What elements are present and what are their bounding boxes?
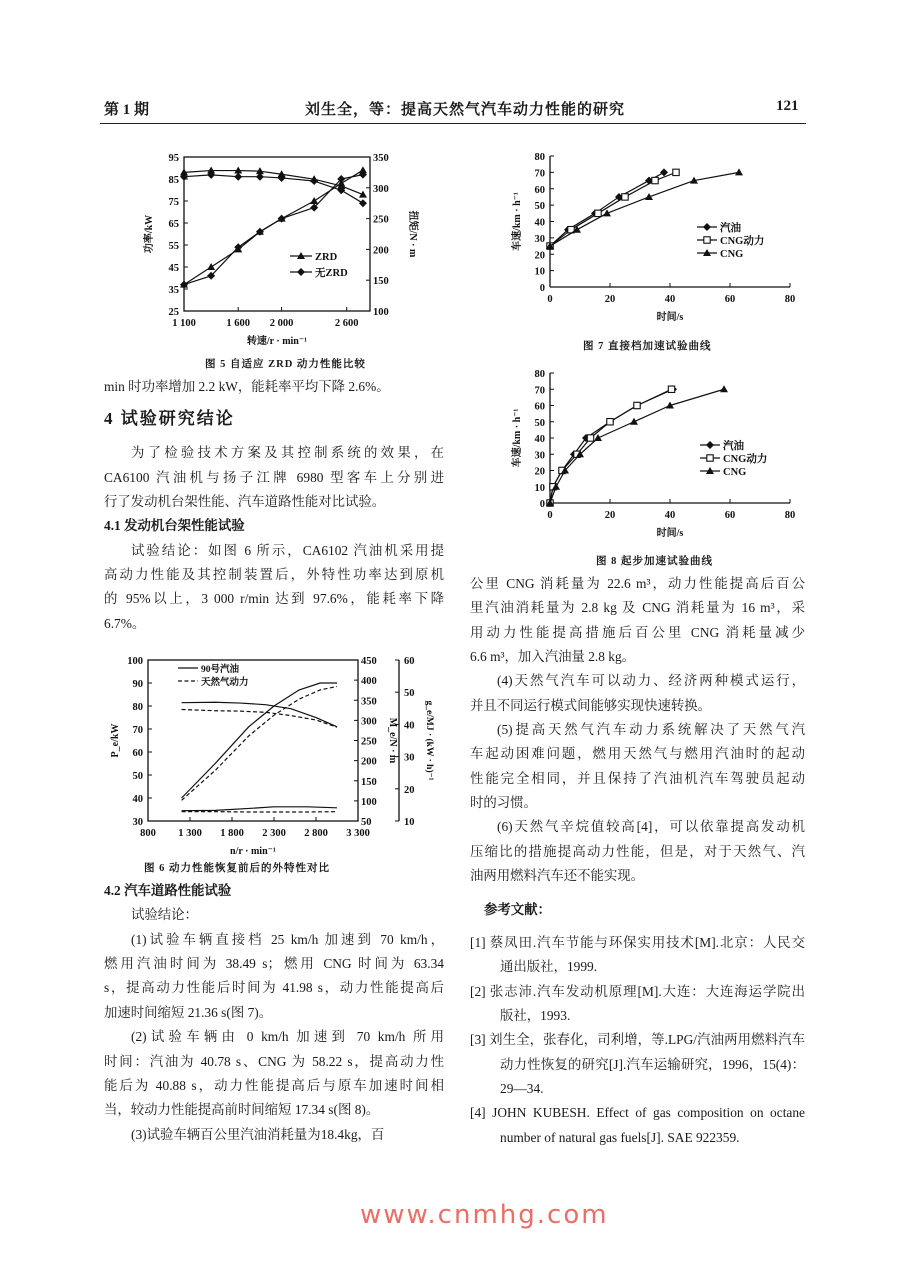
fig6-y2-tick-label: 450 bbox=[361, 656, 377, 667]
fig6-x-tick-label: 1 300 bbox=[178, 828, 202, 839]
fig5-x-tick-label: 1 100 bbox=[172, 318, 196, 329]
fig6-series-line bbox=[182, 686, 337, 800]
fig7-y-tick-label: 50 bbox=[534, 201, 545, 213]
paragraph-line: 用动力性能提高措施后百公里 CNG 消耗量减少 bbox=[470, 624, 805, 640]
fig6-y-tick-label: 40 bbox=[132, 794, 143, 805]
fig6-y-tick-label: 60 bbox=[132, 748, 143, 759]
reference-line: [2] 张志沛.汽车发动机原理[M].大连：大连海运学院出 bbox=[470, 983, 805, 999]
reference-line: number of natural gas fuels[J]. SAE 922359. bbox=[500, 1129, 740, 1145]
fig8-data-point bbox=[634, 402, 640, 408]
running-title: 刘生全，等：提高天然气汽车动力性能的研究 bbox=[304, 102, 625, 118]
fig7-caption: 图 7 直接档加速试验曲线 bbox=[583, 341, 712, 352]
fig6-y2-tick-label: 250 bbox=[361, 736, 377, 748]
reference-line: 版社，1993. bbox=[500, 1007, 571, 1023]
fig5-data-point bbox=[207, 263, 215, 270]
fig5-y2-tick-label: 200 bbox=[373, 245, 389, 257]
reference-line: 29—34. bbox=[500, 1080, 544, 1096]
fig7-y-tick-label: 10 bbox=[534, 266, 545, 278]
fig7-x-tick-label: 80 bbox=[784, 294, 796, 305]
fig6-y2-tick-label: 100 bbox=[361, 796, 377, 808]
fig6-y-tick-label: 80 bbox=[132, 702, 143, 713]
paragraph-line: 燃用汽油时间为 38.49 s；燃用 CNG 时间为 63.34 bbox=[104, 956, 444, 972]
fig5-y-tick-label: 75 bbox=[168, 197, 179, 208]
fig7-x-label: 时间/s bbox=[656, 312, 684, 323]
issue-number: 第 1 期 bbox=[104, 102, 150, 118]
fig8-series-line bbox=[550, 389, 672, 503]
fig8-y-tick-label: 80 bbox=[534, 369, 545, 380]
fig6-legend-label: 天然气动力 bbox=[201, 678, 249, 688]
fig7-legend-label: CNG bbox=[720, 249, 744, 260]
paragraph-line: (3)试验车辆百公里汽油消耗量为18.4kg，百 bbox=[131, 1126, 385, 1142]
fig5-y-tick-label: 85 bbox=[168, 175, 179, 186]
paragraph-line: 油两用燃料汽车还不能实现。 bbox=[470, 868, 645, 884]
fig8-y-tick-label: 20 bbox=[534, 466, 545, 478]
fig6-y-label: P_e/kW bbox=[110, 723, 121, 758]
paragraph-line: 试验结论：如图 6 所示，CA6102 汽油机采用提 bbox=[131, 542, 444, 558]
subsection-heading: 4.1 发动机台架性能试验 bbox=[104, 518, 245, 534]
fig7-x-tick-label: 60 bbox=[724, 294, 736, 305]
fig6-x-tick-label: 800 bbox=[140, 828, 156, 839]
fig8-y-tick-label: 0 bbox=[539, 499, 545, 510]
fig8-legend-marker bbox=[706, 441, 714, 449]
fig8-y-label: 车速/km · h⁻¹ bbox=[512, 408, 523, 468]
reference-line: [1] 蔡凤田.汽车节能与环保实用技术[M].北京：人民交 bbox=[470, 934, 805, 950]
fig6-y2-tick-label: 200 bbox=[361, 756, 377, 768]
paragraph-line: 的 95%以上，3 000 r/min 达到 97.6%，能耗率下降 bbox=[104, 591, 444, 607]
fig5-y-tick-label: 95 bbox=[168, 153, 179, 164]
fig8-y-tick-label: 70 bbox=[534, 385, 545, 397]
fig5-y-tick-label: 25 bbox=[168, 307, 179, 318]
fig7-y-tick-label: 0 bbox=[539, 283, 545, 294]
fig8-data-point bbox=[607, 419, 613, 425]
fig5-legend-label: 无ZRD bbox=[315, 268, 348, 279]
fig6-y2-tick-label: 350 bbox=[361, 696, 377, 708]
fig5-y-tick-label: 65 bbox=[168, 219, 179, 230]
paragraph-line: (6)天然气辛烷值较高[4]，可以依靠提高发动机 bbox=[497, 819, 805, 835]
paragraph-line: (1)试验车辆直接档 25 km/h 加速到 70 km/h， bbox=[131, 931, 444, 947]
fig7-y-tick-label: 40 bbox=[534, 217, 545, 229]
paragraph-line: CA6100 汽油机与扬子江牌 6980 型客车上分别进 bbox=[104, 469, 444, 485]
fig6-y3-tick-label: 10 bbox=[404, 817, 415, 828]
fig6-y-tick-label: 90 bbox=[132, 679, 143, 690]
paragraph-line: 里汽油消耗量为 2.8 kg 及 CNG 消耗量为 16 m³，采 bbox=[470, 600, 805, 616]
fig7-data-point bbox=[652, 177, 658, 183]
fig7-legend-label: CNG动力 bbox=[720, 236, 765, 247]
fig8-y-tick-label: 30 bbox=[534, 450, 545, 462]
fig6-y3-tick-label: 50 bbox=[404, 688, 415, 700]
fig8-y-tick-label: 50 bbox=[534, 417, 545, 429]
reference-line: [4] JOHN KUBESH. Effect of gas composition on octane bbox=[470, 1105, 805, 1121]
fig7-y-label: 车速/km · h⁻¹ bbox=[512, 192, 523, 251]
fig7-data-point bbox=[660, 168, 668, 176]
fig6-y2-tick-label: 300 bbox=[361, 716, 377, 728]
fig8-legend-marker bbox=[707, 455, 713, 461]
fig6-series-line bbox=[182, 683, 337, 798]
fig6-y3-tick-label: 20 bbox=[404, 784, 415, 796]
paragraph-line: 公里 CNG 消耗量为 22.6 m³，动力性能提高后百公 bbox=[470, 576, 805, 591]
fig6-y-tick-label: 50 bbox=[132, 771, 143, 782]
fig5-caption: 图 5 自适应 ZRD 动力性能比较 bbox=[205, 359, 366, 370]
fig5-legend-marker bbox=[297, 268, 305, 276]
fig5-y2-tick-label: 350 bbox=[373, 153, 389, 164]
fig6-caption: 图 6 动力性能恢复前后的外特性对比 bbox=[144, 863, 330, 875]
paragraph-line: 时间：汽油为 40.78 s、CNG 为 58.22 s，提高动力性 bbox=[104, 1053, 444, 1069]
fig8-y-tick-label: 60 bbox=[534, 401, 545, 413]
paragraph-line: 时的习惯。 bbox=[470, 795, 537, 811]
fig7-y-tick-label: 60 bbox=[534, 184, 545, 196]
paragraph-line: 能后为 40.88 s，动力性能提高后与原车加速时间相 bbox=[104, 1077, 444, 1093]
fig6-y2-tick-label: 400 bbox=[361, 676, 377, 688]
fig7-x-tick-label: 20 bbox=[604, 294, 616, 305]
fig7-x-tick-label: 0 bbox=[547, 294, 553, 305]
fig8-legend-label: CNG bbox=[723, 467, 747, 478]
paragraph-line: 高动力性能及其控制装置后，外特性功率达到原机 bbox=[104, 567, 444, 583]
fig5-data-point bbox=[359, 199, 367, 207]
fig5-y-label: 功率/kW bbox=[144, 214, 155, 254]
fig8-x-tick-label: 60 bbox=[724, 510, 736, 521]
paragraph-line: 并且不同运行模式间能够实现快速转换。 bbox=[470, 697, 712, 713]
fig6-x-tick-label: 2 800 bbox=[304, 828, 328, 839]
fig6-y-tick-label: 70 bbox=[132, 725, 143, 736]
fig5-y-tick-label: 55 bbox=[168, 241, 179, 252]
fig6-y2-tick-label: 50 bbox=[361, 817, 372, 828]
fig8-y-tick-label: 40 bbox=[534, 434, 545, 445]
fig5-y2-tick-label: 250 bbox=[373, 214, 389, 226]
paragraph-line: 为了检验技术方案及其控制系统的效果，在 bbox=[131, 445, 444, 461]
fig5-y-tick-label: 45 bbox=[168, 263, 179, 274]
fig5-y2-tick-label: 150 bbox=[373, 276, 389, 288]
paragraph-line: (4)天然气汽车可以动力、经济两种模式运行， bbox=[497, 673, 805, 689]
fig6-y-tick-label: 30 bbox=[132, 817, 143, 828]
fig7-y-tick-label: 30 bbox=[534, 233, 545, 245]
section-heading: 4 试验研究结论 bbox=[104, 409, 235, 429]
fig7-y-tick-label: 80 bbox=[534, 152, 545, 163]
fig8-data-point bbox=[720, 385, 728, 392]
fig6-y2-tick-label: 150 bbox=[361, 776, 377, 788]
paragraph-line: 加速时间缩短 21.36 s(图 7)。 bbox=[104, 1004, 273, 1020]
fig6-x-tick-label: 3 300 bbox=[346, 828, 370, 839]
fig5-data-point bbox=[310, 197, 318, 204]
fig7-data-point bbox=[595, 210, 601, 216]
fig6-y3-tick-label: 30 bbox=[404, 752, 415, 764]
paragraph-line: (5)提高天然气汽车动力系统解决了天然气汽 bbox=[497, 722, 805, 738]
fig5-series-line bbox=[184, 175, 363, 203]
fig8-x-tick-label: 20 bbox=[604, 510, 616, 521]
fig8-data-point bbox=[668, 386, 674, 392]
fig6-legend-label: 90号汽油 bbox=[201, 665, 240, 675]
fig5-x-tick-label: 2 000 bbox=[269, 318, 294, 329]
fig7-data-point bbox=[735, 168, 743, 175]
fig7-data-point bbox=[622, 194, 628, 200]
fig8-series-line bbox=[550, 389, 673, 503]
reference-line: 动力性恢复的研究[J].汽车运输研究，1996，15(4)： bbox=[500, 1056, 805, 1072]
fig8-x-tick-label: 0 bbox=[547, 510, 553, 521]
paragraph-line: 行了发动机台架性能、汽车道路性能对比试验。 bbox=[104, 494, 386, 510]
page-number: 121 bbox=[776, 98, 799, 114]
fig8-data-point bbox=[630, 418, 638, 425]
paragraph-line: 6.6 m³，加入汽油量 2.8 kg。 bbox=[470, 649, 636, 665]
paragraph-line: 当，较动力性能提高前时间缩短 17.34 s(图 8)。 bbox=[104, 1102, 380, 1118]
fig5-y2-tick-label: 100 bbox=[373, 307, 389, 318]
fig8-x-tick-label: 40 bbox=[664, 510, 676, 521]
fig7-legend-marker bbox=[704, 237, 710, 243]
fig6-y3-tick-label: 40 bbox=[404, 720, 415, 732]
references-heading: 参考文献： bbox=[484, 902, 551, 918]
paragraph-line: (2)试验车辆由 0 km/h 加速到 70 km/h 所用 bbox=[131, 1029, 444, 1045]
paragraph-line: 压缩比的措施提高动力性能，但是，对于天然气、汽 bbox=[470, 843, 805, 859]
fig7-y-tick-label: 20 bbox=[534, 250, 545, 262]
paragraph-line: 6.7%。 bbox=[104, 615, 146, 631]
fig6-x-label: n/r · min⁻¹ bbox=[230, 846, 276, 857]
fig5-x-tick-label: 1 600 bbox=[226, 318, 251, 329]
reference-line: [3] 刘生全，张春化，司利增，等.LPG/汽油两用燃料汽车 bbox=[470, 1032, 805, 1048]
fig5-x-label: 转速/r · min⁻¹ bbox=[246, 336, 308, 347]
fig7-y-tick-label: 70 bbox=[534, 168, 545, 180]
subsection-heading: 4.2 汽车道路性能试验 bbox=[104, 883, 232, 899]
fig8-x-label: 时间/s bbox=[656, 528, 684, 539]
fig8-legend-label: 汽油 bbox=[723, 441, 744, 452]
paragraph-line: 试验结论： bbox=[131, 907, 198, 923]
paragraph-line: 车起动困难问题，燃用天然气与燃用汽油时的起动 bbox=[470, 746, 805, 762]
fig5-legend-label: ZRD bbox=[315, 252, 338, 263]
fig7-legend-label: 汽油 bbox=[720, 223, 741, 234]
fig6-plot-frame bbox=[148, 660, 358, 821]
fig8-x-tick-label: 80 bbox=[784, 510, 796, 521]
fig6-series-line bbox=[182, 807, 337, 811]
fig6-x-tick-label: 2 300 bbox=[262, 828, 286, 839]
fig8-data-point bbox=[594, 434, 602, 441]
paragraph-line: s，提高动力性能后时间为 41.98 s，动力性能提高后 bbox=[104, 980, 444, 996]
fig6-y3-tick-label: 60 bbox=[404, 656, 415, 667]
fig5-y-tick-label: 35 bbox=[168, 285, 179, 296]
paragraph-line: 性能完全相同，并且保持了汽油机汽车驾驶员起动 bbox=[470, 770, 805, 786]
fig5-y2-tick-label: 300 bbox=[373, 183, 389, 195]
fig6-y2-label: M_e/N · m bbox=[387, 717, 398, 764]
fig6-series-line bbox=[182, 702, 337, 727]
paragraph-line: min 时功率增加 2.2 kW，能耗率平均下降 2.6%。 bbox=[104, 379, 390, 394]
fig8-y-tick-label: 10 bbox=[534, 482, 545, 494]
watermark: www.cnmhg.com bbox=[360, 1200, 609, 1230]
fig5-y2-label: 扭矩/N · m bbox=[407, 210, 418, 258]
fig5-data-point bbox=[234, 173, 242, 181]
fig7-legend-marker bbox=[703, 223, 711, 231]
fig7-x-tick-label: 40 bbox=[664, 294, 676, 305]
fig8-caption: 图 8 起步加速试验曲线 bbox=[596, 556, 713, 567]
fig8-legend-label: CNG动力 bbox=[723, 454, 768, 465]
fig8-data-point bbox=[587, 435, 593, 441]
fig5-x-tick-label: 2 600 bbox=[334, 318, 359, 329]
fig6-x-tick-label: 1 800 bbox=[220, 828, 244, 839]
fig7-data-point bbox=[673, 169, 679, 175]
reference-line: 通出版社，1999. bbox=[500, 959, 598, 975]
fig6-y3-label: g_e/MJ · (kW · h)⁻¹ bbox=[424, 700, 434, 781]
fig6-y-tick-label: 100 bbox=[127, 656, 143, 667]
